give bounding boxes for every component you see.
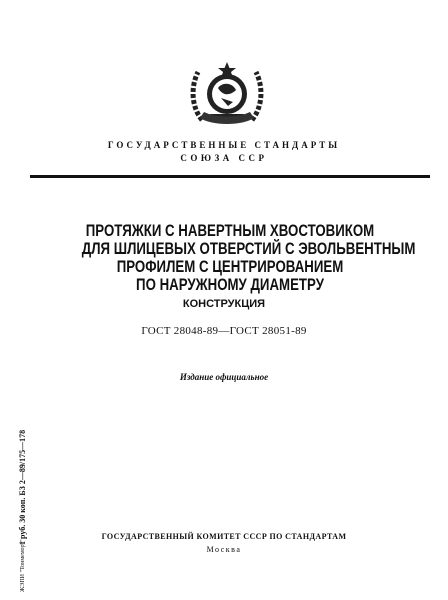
title-line-3: ПРОФИЛЕМ С ЦЕНТРИРОВАНИЕМ [116, 257, 344, 276]
title-line-1: ПРОТЯЖКИ С НАВЕРТНЫМ ХВОСТОВИКОМ [85, 221, 375, 240]
standard-number: ГОСТ 28048-89—ГОСТ 28051-89 [141, 325, 307, 337]
printer-imprint: ЖЭПИ "Тонмеморт" [20, 539, 26, 592]
edition-label: Издание официальное [179, 372, 269, 382]
publisher-name: ГОСУДАРСТВЕННЫЙ КОМИТЕТ СССР ПО СТАНДАРТАМ [101, 532, 347, 541]
price-and-code: 1 руб. 30 коп. БЗ 2—89/175—178 [18, 429, 27, 545]
title-line-4: ПО НАРУЖНОМУ ДИАМЕТРУ [136, 275, 324, 294]
document-subtitle: КОНСТРУКЦИЯ [182, 298, 266, 310]
series-subtitle: СОЮЗА ССР [180, 153, 268, 163]
series-title: ГОСУДАРСТВЕННЫЕ СТАНДАРТЫ [107, 140, 341, 150]
title-line-2: ДЛЯ ШЛИЦЕВЫХ ОТВЕРСТИЙ С ЭВОЛЬВЕНТНЫМ [81, 239, 416, 258]
ussr-emblem-icon [188, 60, 266, 128]
horizontal-rule [30, 175, 430, 178]
publisher-city: Москва [206, 545, 242, 554]
